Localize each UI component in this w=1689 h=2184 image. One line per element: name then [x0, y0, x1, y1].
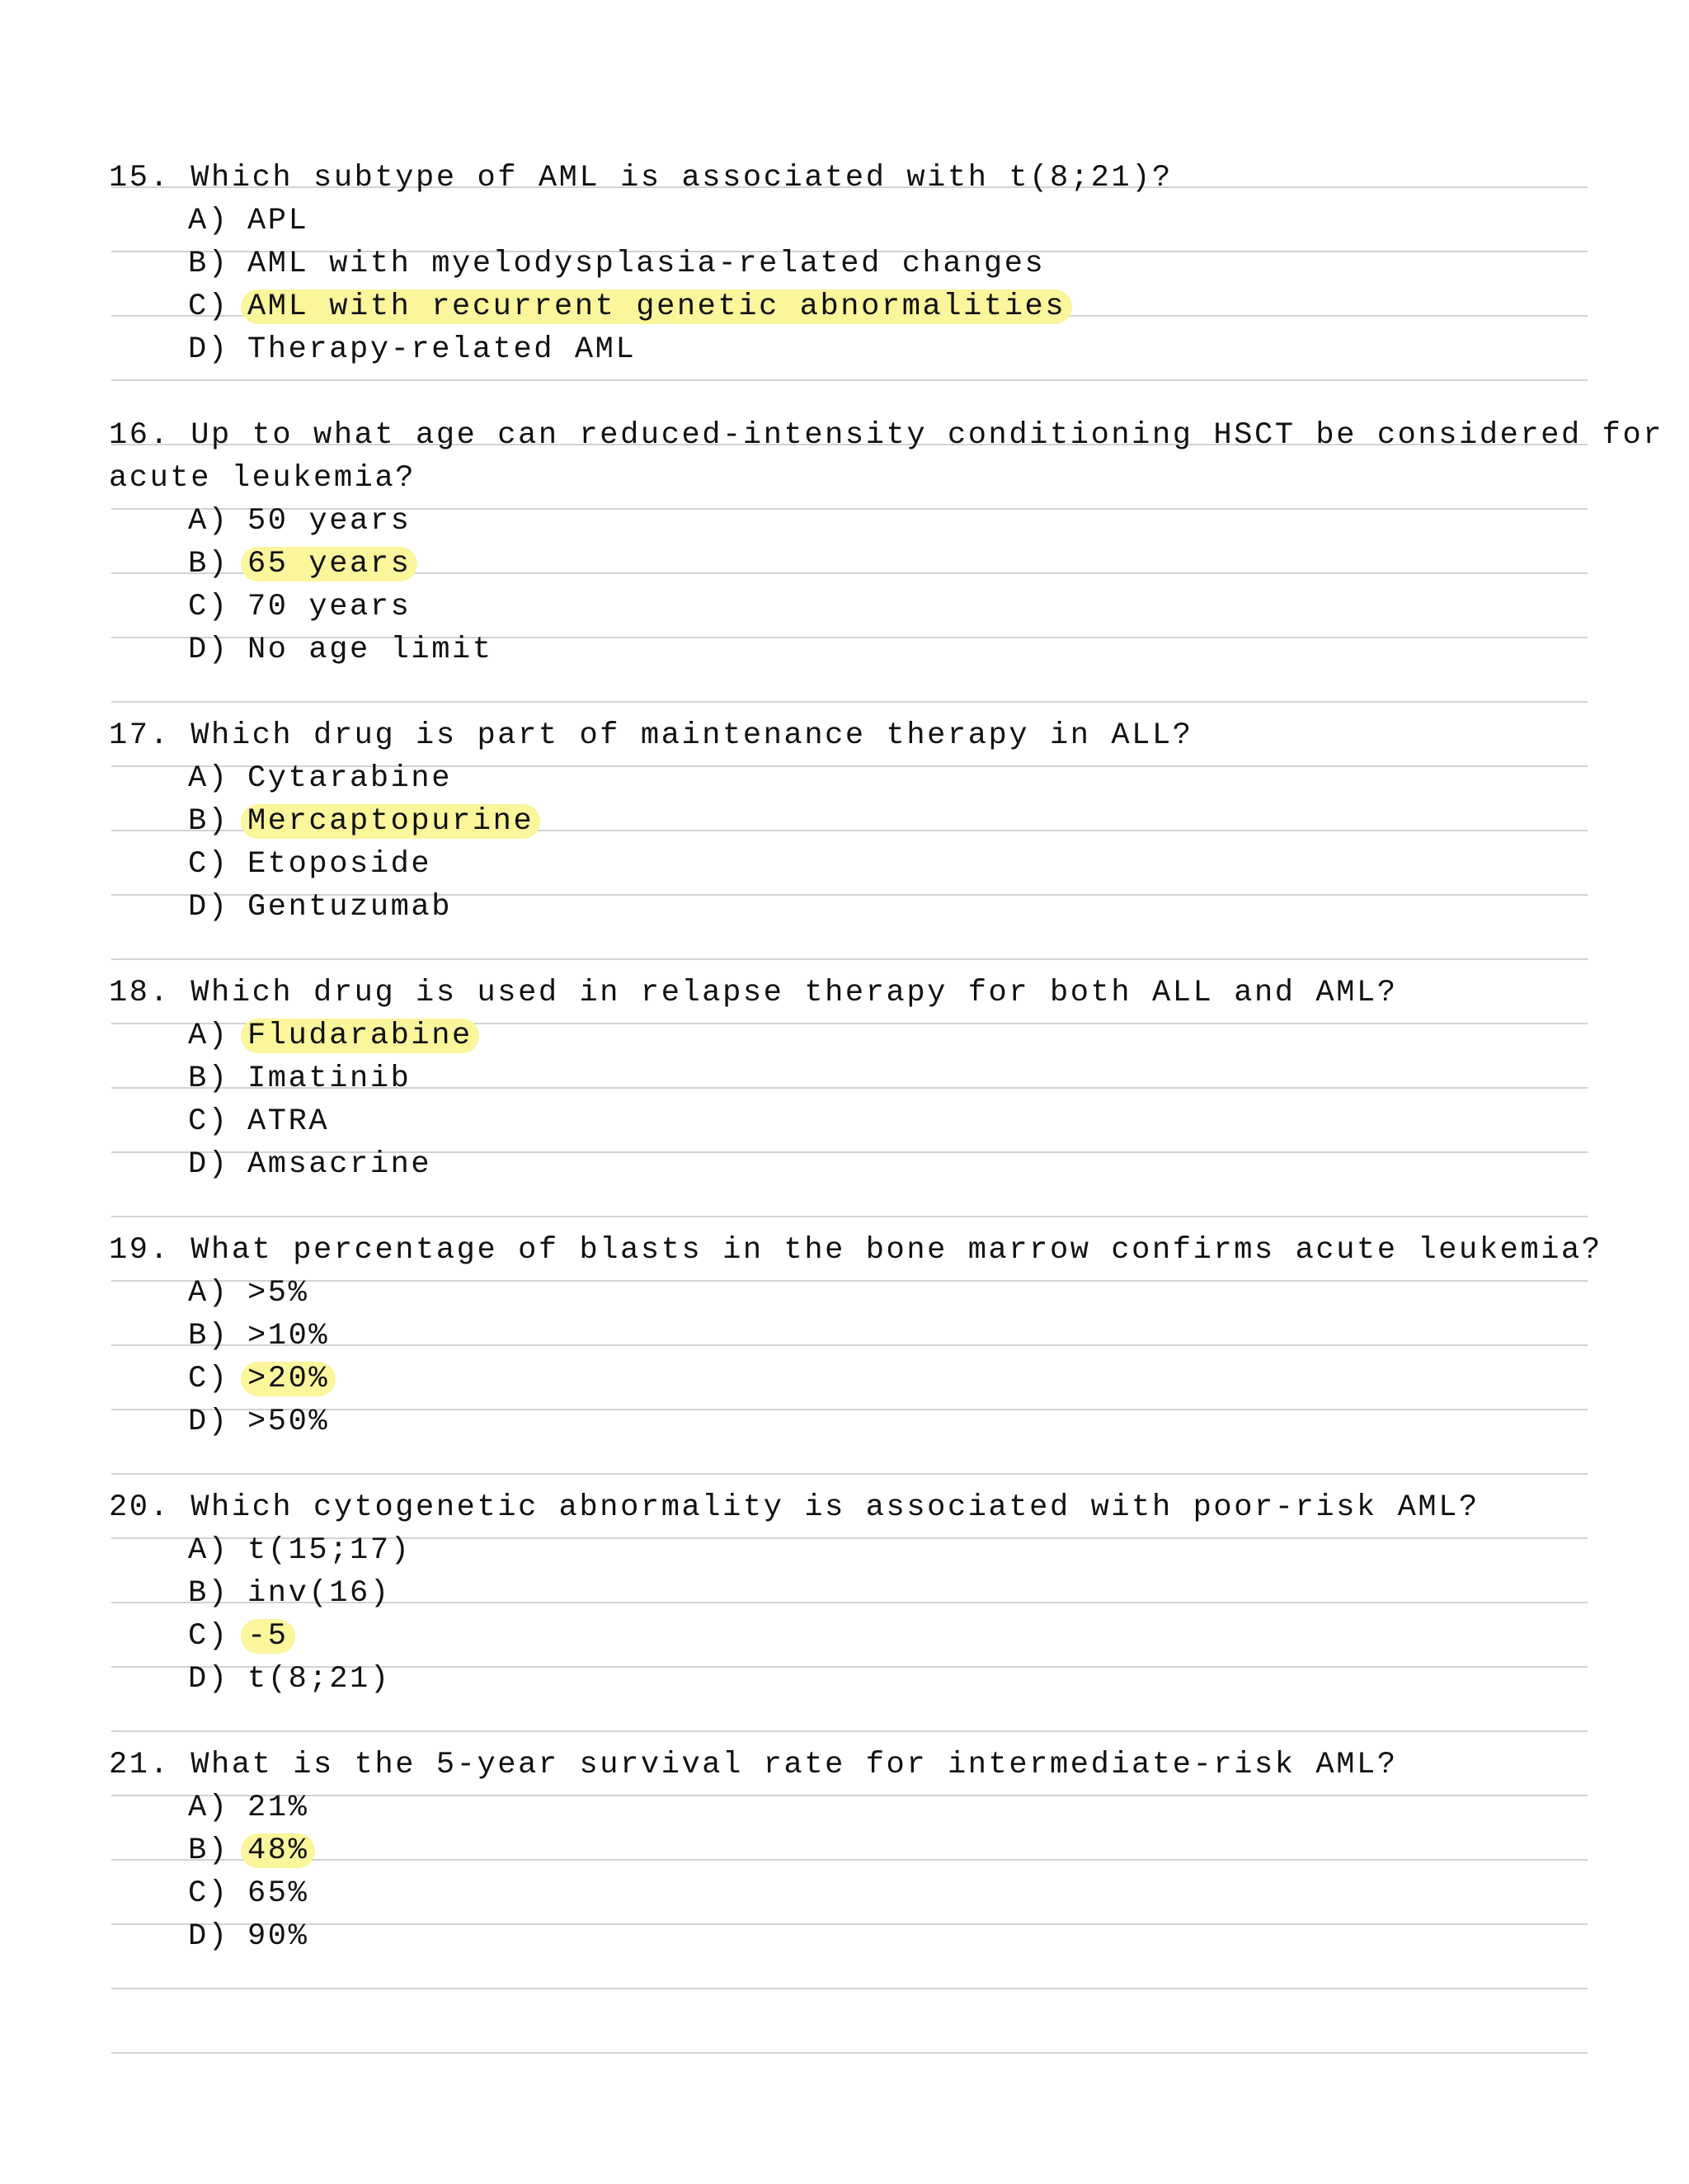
option-letter: B)	[188, 804, 229, 839]
option-text: inv(16)	[247, 1576, 391, 1611]
answer-option	[188, 328, 636, 371]
option-letter: B)	[188, 1833, 229, 1868]
ruled-line	[111, 1473, 1588, 1475]
option-text: t(15;17)	[247, 1533, 412, 1568]
ruled-line	[111, 701, 1588, 703]
option-letter: D)	[188, 332, 229, 367]
answer-option	[188, 1872, 308, 1915]
highlighted-answer: Mercaptopurine	[241, 804, 540, 839]
question-text: 18. Which drug is used in relapse therapy for both ALL and AML?	[109, 976, 1398, 1010]
option-letter: A)	[188, 204, 229, 238]
answer-option	[188, 843, 431, 886]
ruled-line	[111, 1216, 1588, 1217]
answer-option	[188, 1615, 295, 1658]
answer-option	[188, 886, 452, 929]
answer-option	[188, 1658, 391, 1701]
highlighted-answer: AML with recurrent genetic abnormalities	[241, 289, 1072, 324]
answer-option	[188, 1143, 431, 1186]
answer-option	[188, 285, 1072, 328]
question-text: 17. Which drug is part of maintenance therapy in ALL?	[109, 718, 1193, 753]
option-text: >5%	[247, 1276, 309, 1311]
answer-option	[188, 1057, 411, 1100]
option-text: AML with myelodysplasia-related changes	[247, 247, 1046, 281]
option-letter: B)	[188, 1576, 229, 1611]
option-letter: D)	[188, 1147, 229, 1182]
answer-option	[188, 586, 411, 628]
option-text: >50%	[247, 1405, 330, 1439]
highlighted-answer: -5	[241, 1619, 295, 1654]
answer-option	[188, 1100, 329, 1143]
answer-option	[188, 628, 493, 671]
option-text: No age limit	[247, 633, 493, 667]
option-letter: C)	[188, 1362, 229, 1396]
option-text: Etoposide	[247, 847, 432, 882]
ruled-line	[111, 1923, 1588, 1925]
ruled-line	[111, 1795, 1588, 1796]
answer-option	[188, 1315, 329, 1358]
ruled-line	[111, 1859, 1588, 1861]
ruled-line	[111, 1730, 1588, 1732]
question-text: 15. Which subtype of AML is associated with t(8;21)?	[109, 161, 1173, 195]
option-text: Amsacrine	[247, 1147, 432, 1182]
option-letter: C)	[188, 1619, 229, 1654]
option-letter: A)	[188, 1533, 229, 1568]
option-text: Cytarabine	[247, 761, 453, 796]
ruled-line	[111, 1409, 1588, 1410]
option-letter: A)	[188, 1791, 229, 1825]
option-text: Gentuzumab	[247, 890, 453, 925]
answer-option	[188, 242, 1045, 285]
question-text: 21. What is the 5-year survival rate for intermediate-risk AML?	[109, 1748, 1398, 1782]
option-text: 50 years	[247, 504, 412, 539]
answer-option	[188, 1358, 336, 1400]
option-letter: B)	[188, 547, 229, 581]
option-letter: C)	[188, 847, 229, 882]
answer-option	[188, 1829, 315, 1872]
ruled-line	[111, 1988, 1588, 1989]
option-letter: B)	[188, 247, 229, 281]
option-letter: A)	[188, 1276, 229, 1311]
ruled-line	[111, 1344, 1588, 1346]
highlighted-answer: 65 years	[241, 547, 417, 581]
answer-option	[188, 1529, 411, 1572]
option-text: ATRA	[247, 1104, 330, 1139]
option-letter: B)	[188, 1061, 229, 1096]
option-letter: A)	[188, 1019, 229, 1053]
answer-option	[188, 1400, 329, 1443]
option-letter: A)	[188, 504, 229, 539]
question-text: 16. Up to what age can reduced-intensity conditioning HSCT be considered for	[109, 418, 1664, 453]
option-letter: C)	[188, 1876, 229, 1911]
question-text: 20. Which cytogenetic abnormality is associated with poor-risk AML?	[109, 1490, 1480, 1525]
option-letter: C)	[188, 1104, 229, 1139]
highlighted-answer: >20%	[241, 1362, 336, 1396]
answer-option	[188, 200, 308, 242]
option-text: Imatinib	[247, 1061, 412, 1096]
answer-option	[188, 757, 452, 800]
ruled-line	[111, 1280, 1588, 1282]
answer-option	[188, 543, 417, 586]
option-letter: B)	[188, 1319, 229, 1353]
option-letter: C)	[188, 289, 229, 324]
option-letter: D)	[188, 1662, 229, 1697]
highlighted-answer: Fludarabine	[241, 1019, 479, 1053]
option-text: APL	[247, 204, 309, 238]
option-text: 70 years	[247, 590, 412, 624]
option-letter: D)	[188, 890, 229, 925]
option-letter: D)	[188, 1919, 229, 1954]
answer-option	[188, 800, 540, 843]
option-letter: A)	[188, 761, 229, 796]
option-text: >10%	[247, 1319, 330, 1353]
ruled-line	[111, 2052, 1588, 2054]
question-text: acute leukemia?	[109, 461, 416, 496]
answer-option	[188, 1272, 308, 1315]
option-text: 65%	[247, 1876, 309, 1911]
option-text: 21%	[247, 1791, 309, 1825]
option-text: t(8;21)	[247, 1662, 391, 1697]
option-letter: D)	[188, 1405, 229, 1439]
answer-option	[188, 1786, 308, 1829]
question-text: 19. What percentage of blasts in the bone marrow confirms acute leukemia?	[109, 1233, 1602, 1268]
answer-option	[188, 1572, 391, 1615]
option-letter: C)	[188, 590, 229, 624]
ruled-line	[111, 379, 1588, 381]
option-letter: D)	[188, 633, 229, 667]
ruled-line	[111, 958, 1588, 960]
option-text: Therapy-related AML	[247, 332, 637, 367]
answer-option	[188, 1915, 308, 1958]
option-text: 90%	[247, 1919, 309, 1954]
answer-option	[188, 500, 411, 543]
highlighted-answer: 48%	[241, 1833, 315, 1868]
answer-option	[188, 1014, 479, 1057]
